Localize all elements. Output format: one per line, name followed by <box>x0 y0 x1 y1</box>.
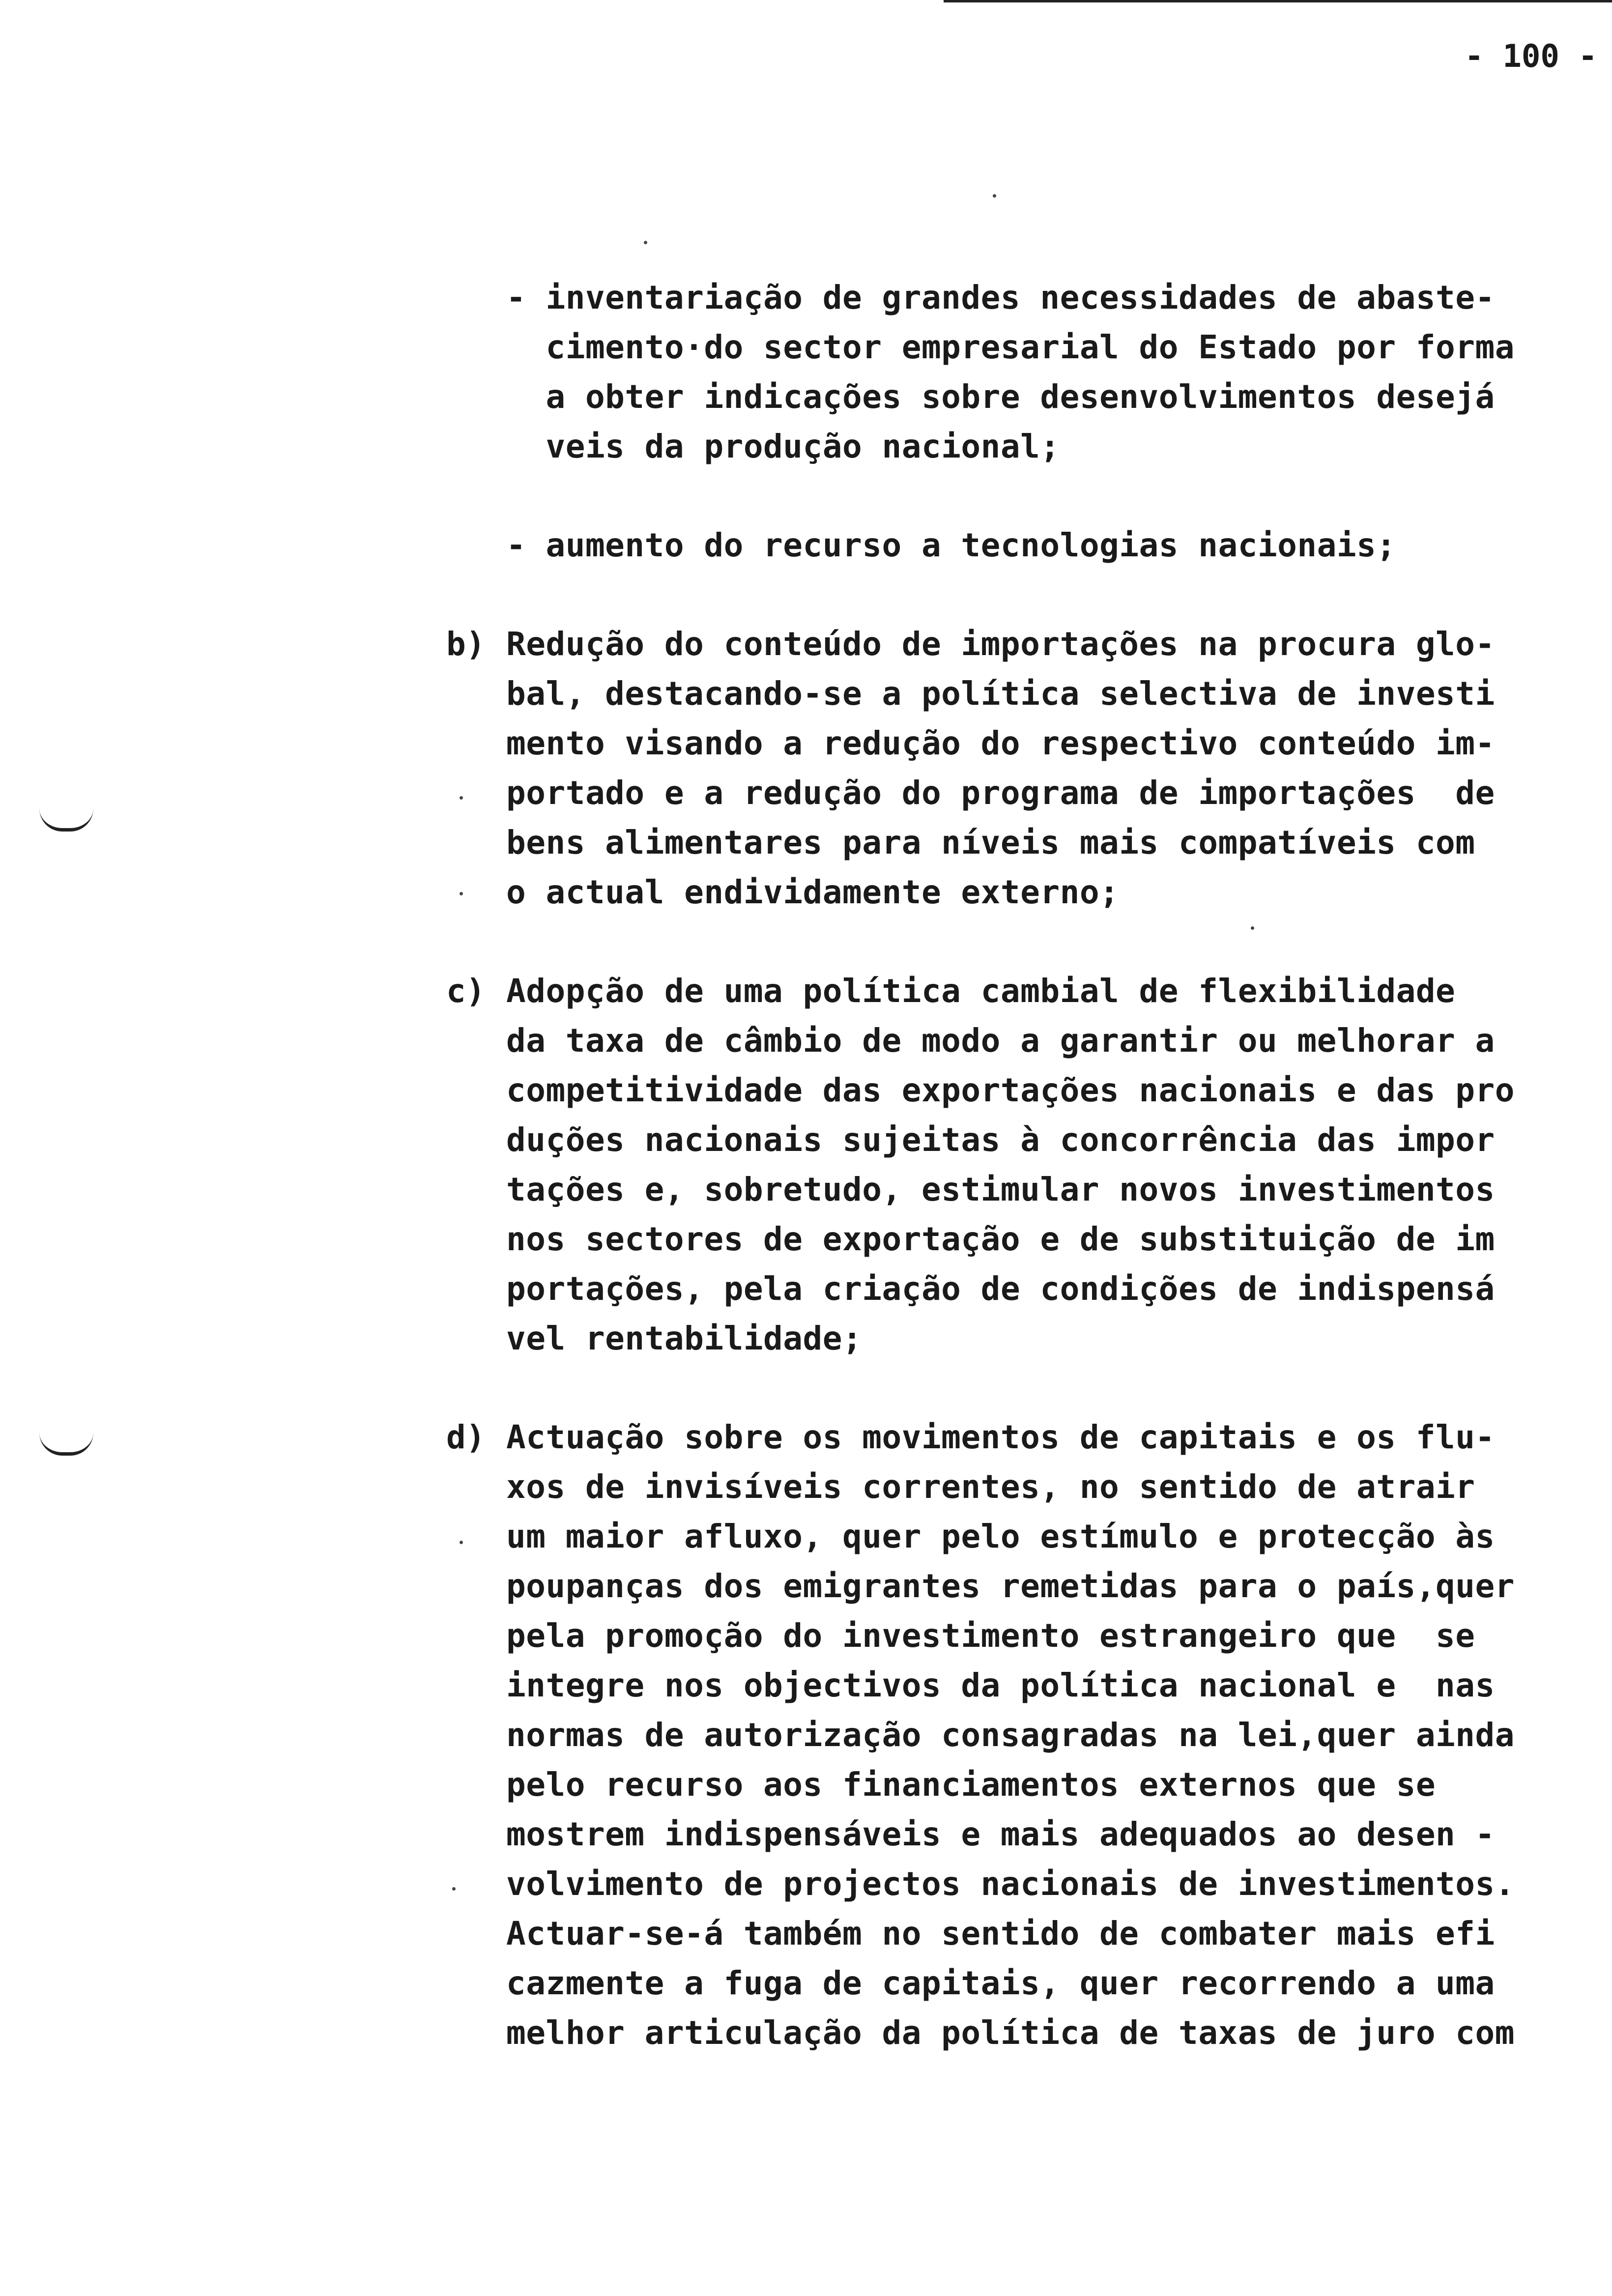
text-line: normas de autorização consagradas na lei,quer ainda <box>506 1716 1515 1754</box>
text-line: volvimento de projectos nacionais de investimentos. <box>506 1865 1515 1903</box>
text-line: pela promoção do investimento estrangeiro que se <box>506 1617 1475 1655</box>
text-line: integre nos objectivos da política nacional e nas <box>506 1666 1495 1704</box>
text-line: - inventariação de grandes necessidades de abaste- <box>506 279 1495 316</box>
text-line: melhor articulação da política de taxas de juro com <box>506 2014 1515 2052</box>
hole-punch-mark <box>39 1433 93 1456</box>
page-number: - 100 - <box>1465 38 1597 75</box>
text-line: tações e, sobretudo, estimular novos investimentos <box>506 1171 1495 1208</box>
text-line: - aumento do recurso a tecnologias nacionais; <box>506 526 1396 564</box>
text-line: xos de invisíveis correntes, no sentido de atrair <box>506 1468 1475 1506</box>
scan-speck <box>452 1887 456 1891</box>
text-line: portações, pela criação de condições de indispensá <box>506 1270 1495 1308</box>
text-line: vel rentabilidade; <box>506 1320 863 1357</box>
text-line: Actuação sobre os movimentos de capitais e os flu- <box>506 1418 1495 1456</box>
scan-speck <box>460 796 463 800</box>
text-line: Redução do conteúdo de importações na procura glo- <box>506 625 1495 663</box>
text-line: bal, destacando-se a política selectiva de investi <box>506 675 1495 713</box>
text-line: mento visando a redução do respectivo conteúdo im- <box>506 724 1495 762</box>
text-line: pelo recurso aos financiamentos externos que se <box>506 1766 1436 1804</box>
item-label: b) <box>446 625 486 663</box>
text-line: portado e a redução do programa de importações de <box>506 774 1495 812</box>
text-line: competitividade das exportações nacionais e das pro <box>506 1071 1515 1109</box>
text-line: cazmente a fuga de capitais, quer recorrendo a uma <box>506 1964 1495 2002</box>
text-line: duções nacionais sujeitas à concorrência das impor <box>506 1121 1495 1159</box>
text-line: um maior afluxo, quer pelo estímulo e protecção às <box>506 1518 1495 1555</box>
item-label: d) <box>446 1418 486 1456</box>
text-line: veis da produção nacional; <box>506 428 1060 465</box>
text-line: o actual endividamente externo; <box>506 873 1120 911</box>
text-line: a obter indicações sobre desenvolvimentos desejá <box>506 378 1495 416</box>
scan-speck <box>460 1541 463 1544</box>
scan-speck <box>644 241 647 244</box>
text-line: Adopção de uma política cambial de flexibilidade <box>506 972 1456 1010</box>
scan-speck <box>1251 926 1254 930</box>
hole-punch-mark <box>39 808 93 832</box>
top-rule <box>944 0 1612 2</box>
text-line: mostrem indispensáveis e mais adequados ao desen - <box>506 1815 1495 1853</box>
text-line: poupanças dos emigrantes remetidas para o país,quer <box>506 1567 1515 1605</box>
text-line: cimento·do sector empresarial do Estado por forma <box>506 328 1515 366</box>
text-line: Actuar-se-á também no sentido de combater mais efi <box>506 1915 1495 1952</box>
text-line: da taxa de câmbio de modo a garantir ou melhorar a <box>506 1022 1495 1060</box>
item-label: c) <box>446 972 486 1010</box>
text-line: nos sectores de exportação e de substituição de im <box>506 1220 1495 1258</box>
text-line: bens alimentares para níveis mais compatíveis com <box>506 824 1475 861</box>
scan-speck <box>993 194 996 198</box>
scan-speck <box>460 892 463 895</box>
